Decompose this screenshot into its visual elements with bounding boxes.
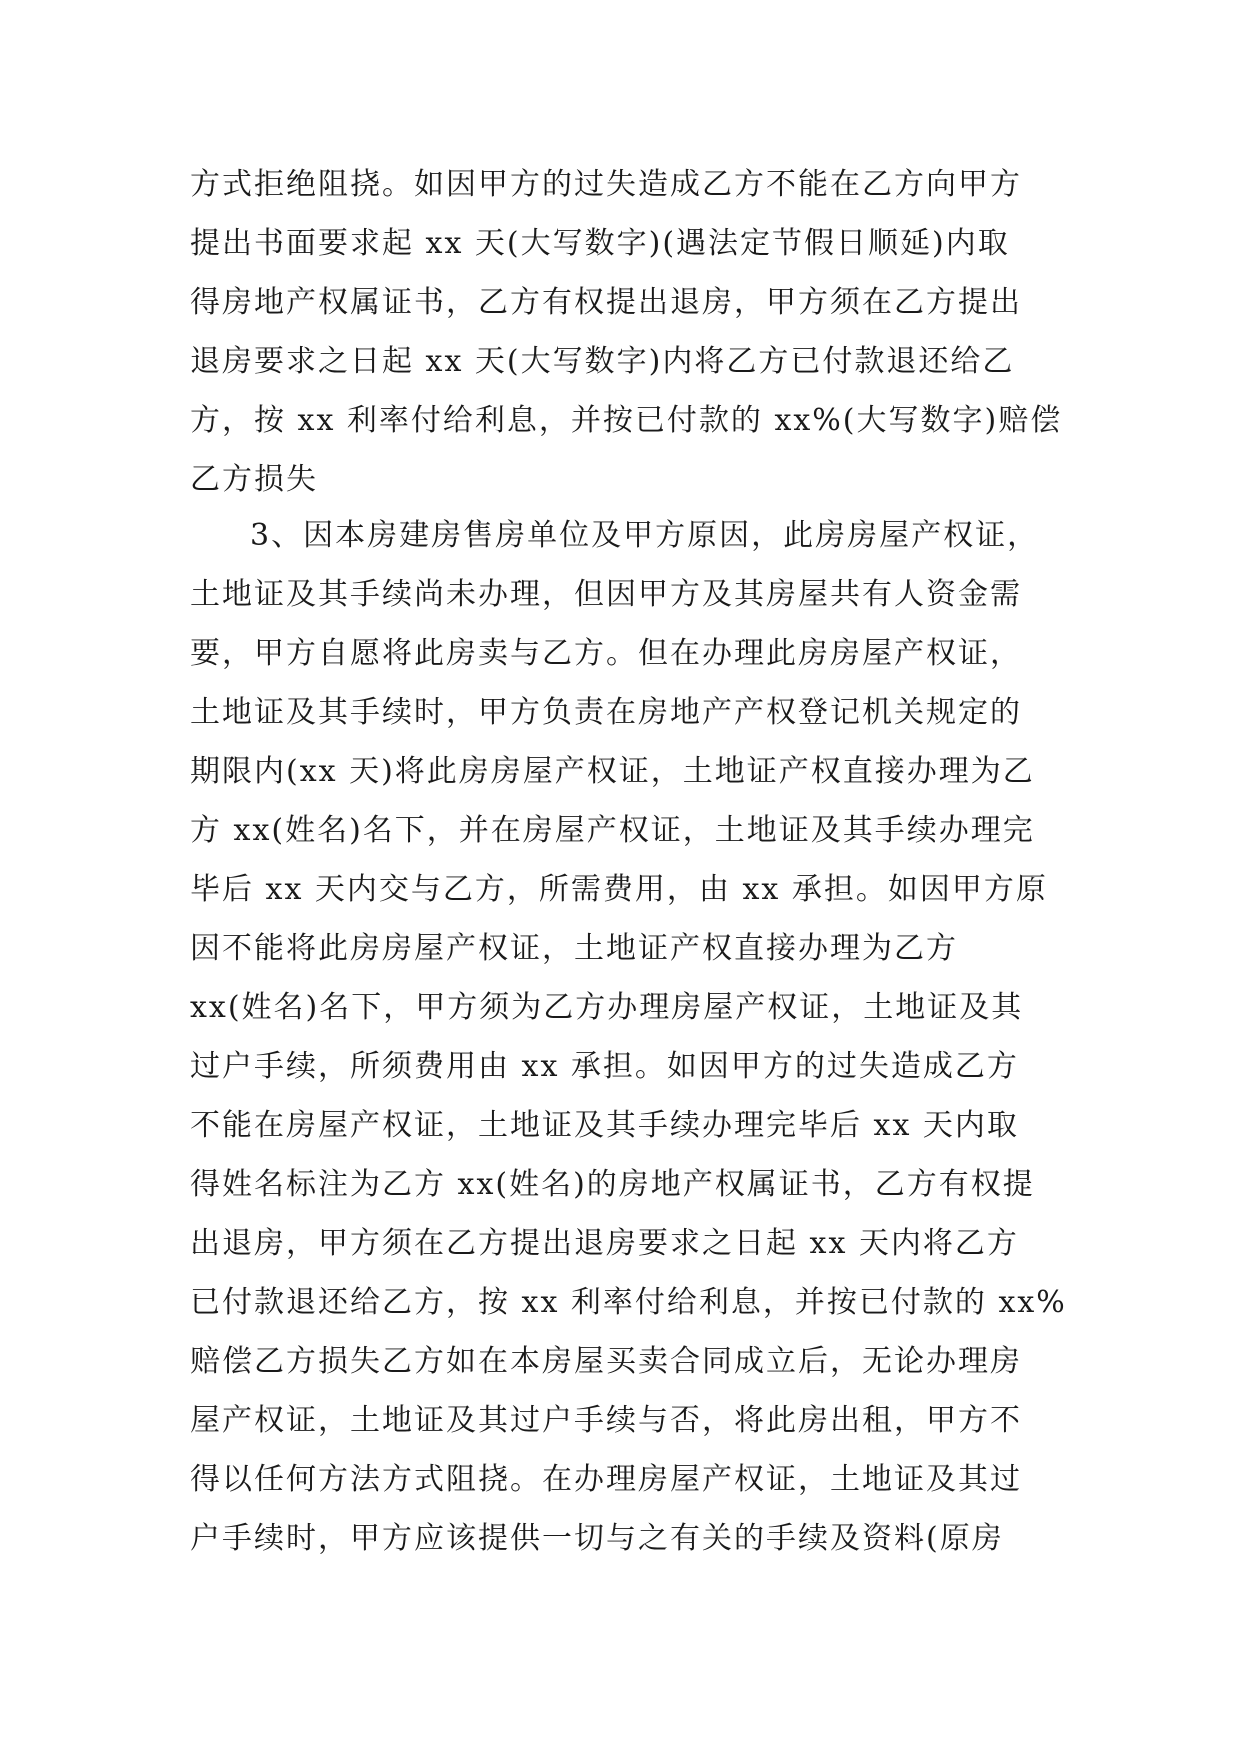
text-line: 屋产权证，土地证及其过户手续与否，将此房出租，甲方不 <box>190 1403 1022 1438</box>
text-line-indented: 3、因本房建房售房单位及甲方原因，此房房屋产权证， <box>250 518 1040 553</box>
text-line: 不能在房屋产权证，土地证及其手续办理完毕后 xx 天内取 <box>190 1108 1019 1143</box>
text-line: 过户手续，所须费用由 xx 承担。如因甲方的过失造成乙方 <box>190 1049 1019 1084</box>
text-line: xx(姓名)名下，甲方须为乙方办理房屋产权证，土地证及其 <box>190 990 1024 1025</box>
text-line: 要，甲方自愿将此房卖与乙方。但在办理此房房屋产权证， <box>190 636 1022 671</box>
text-line: 乙方损失 <box>190 462 318 497</box>
text-line: 方，按 xx 利率付给利息，并按已付款的 xx%(大写数字)赔偿 <box>190 403 1063 438</box>
paragraph-3 <box>190 506 1070 1568</box>
text-line: 退房要求之日起 xx 天(大写数字)内将乙方已付款退还给乙 <box>190 344 1015 379</box>
text-line: 毕后 xx 天内交与乙方，所需费用，由 xx 承担。如因甲方原 <box>190 872 1048 907</box>
text-line: 得房地产权属证书，乙方有权提出退房，甲方须在乙方提出 <box>190 285 1022 320</box>
text-line: 提出书面要求起 xx 天(大写数字)(遇法定节假日顺延)内取 <box>190 226 1010 261</box>
text-line: 因不能将此房房屋产权证，土地证产权直接办理为乙方 <box>190 931 958 966</box>
text-line: 期限内(xx 天)将此房房屋产权证，土地证产权直接办理为乙 <box>190 754 1035 789</box>
text-line: 得姓名标注为乙方 xx(姓名)的房地产权属证书，乙方有权提 <box>190 1167 1035 1202</box>
paragraph-continued <box>190 155 1070 509</box>
text-line: 户手续时，甲方应该提供一切与之有关的手续及资料(原房 <box>190 1521 1004 1556</box>
text-line: 方式拒绝阻挠。如因甲方的过失造成乙方不能在乙方向甲方 <box>190 167 1022 202</box>
text-line: 土地证及其手续尚未办理，但因甲方及其房屋共有人资金需 <box>190 577 1022 612</box>
text-line: 得以任何方法方式阻挠。在办理房屋产权证，土地证及其过 <box>190 1462 1022 1497</box>
text-line: 赔偿乙方损失乙方如在本房屋买卖合同成立后，无论办理房 <box>190 1344 1022 1379</box>
text-line: 土地证及其手续时，甲方负责在房地产产权登记机关规定的 <box>190 695 1022 730</box>
text-line: 方 xx(姓名)名下，并在房屋产权证，土地证及其手续办理完 <box>190 813 1035 848</box>
text-line: 出退房，甲方须在乙方提出退房要求之日起 xx 天内将乙方 <box>190 1226 1019 1261</box>
text-line: 已付款退还给乙方，按 xx 利率付给利息，并按已付款的 xx% <box>190 1285 1067 1320</box>
